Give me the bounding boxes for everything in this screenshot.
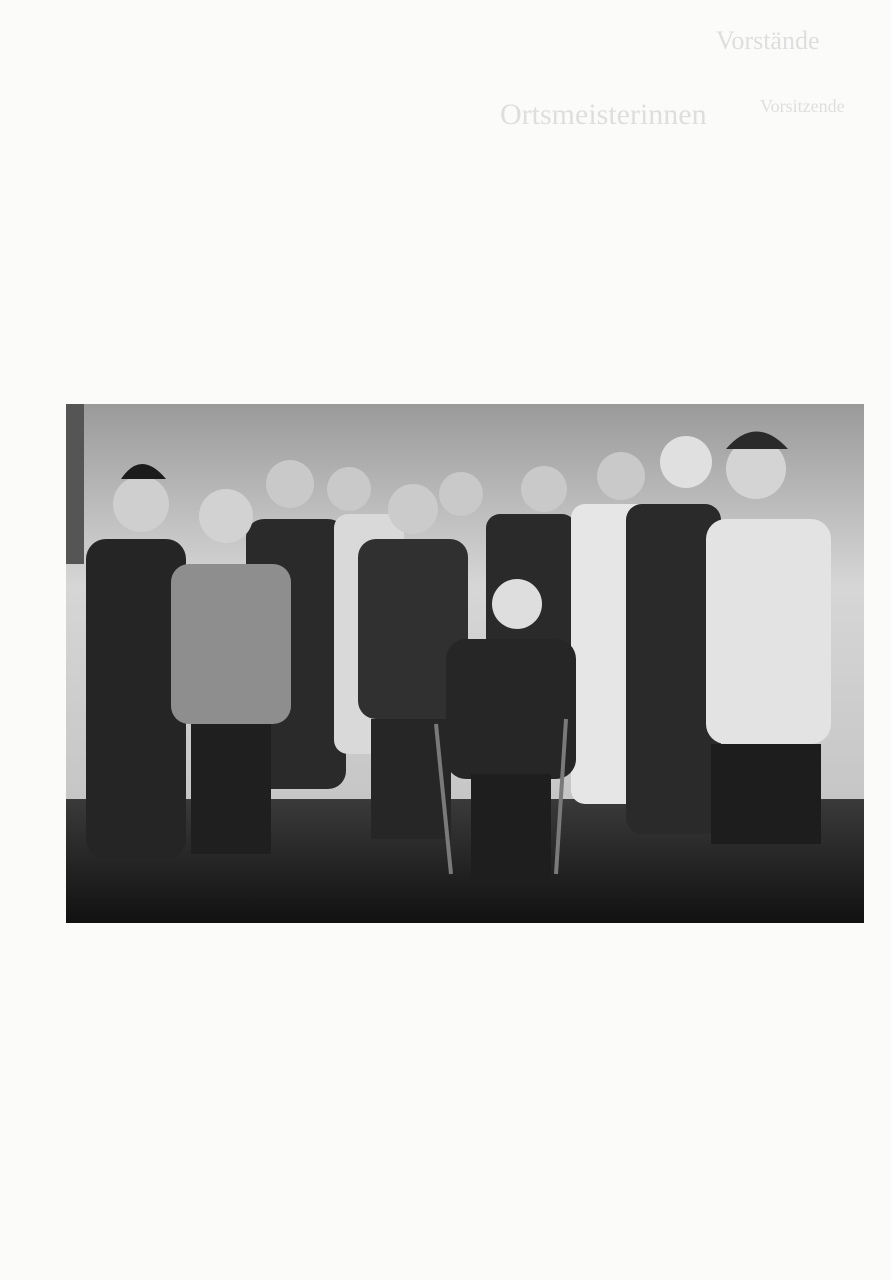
group-photo bbox=[66, 404, 864, 923]
show-through-text: Vorsitzende bbox=[760, 96, 845, 116]
show-through-text: Ortsmeisterinnen bbox=[500, 98, 707, 131]
show-through-text: Vorstände bbox=[716, 26, 820, 55]
